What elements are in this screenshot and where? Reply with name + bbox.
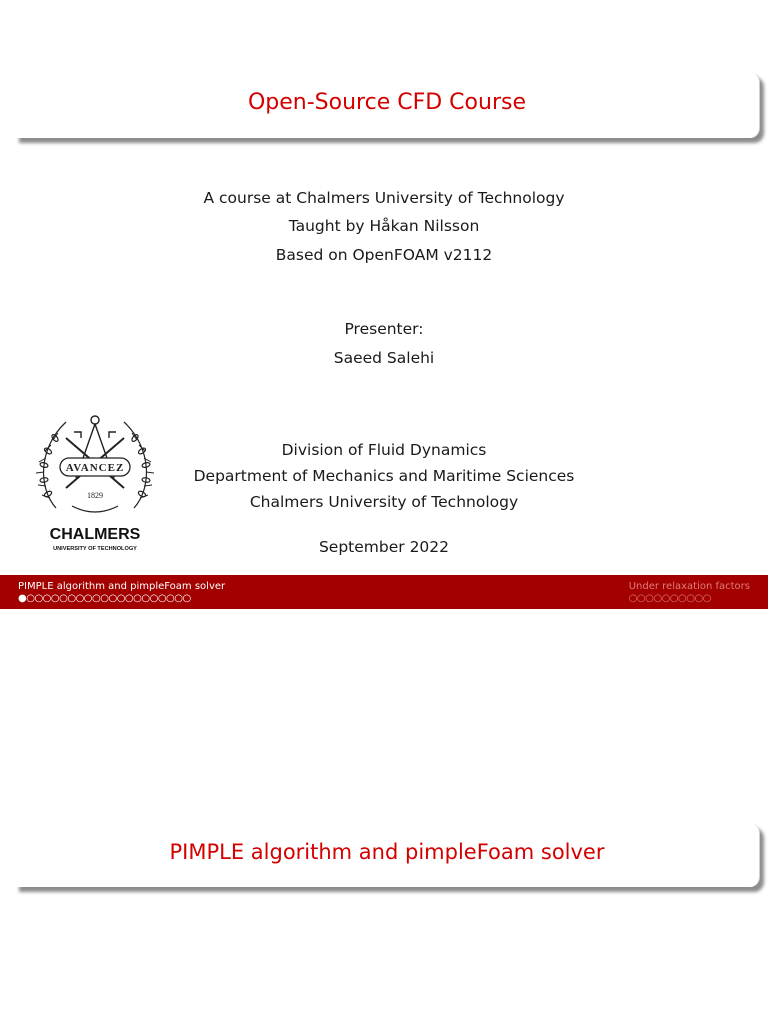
section-title: PIMPLE algorithm and pimpleFoam solver bbox=[169, 840, 605, 864]
presenter-name: Saeed Salehi bbox=[333, 349, 435, 367]
nav-progress-dots[interactable]: ●○○○○○○○○○○○○○○○○○○○○ bbox=[18, 593, 191, 604]
university: Chalmers University of Technology bbox=[249, 493, 519, 511]
slide-title-box bbox=[15, 72, 760, 138]
nav-section-next[interactable] bbox=[629, 581, 750, 604]
logo-wordmark: CHALMERS bbox=[49, 526, 141, 543]
logo-motto: AVANCEZ bbox=[65, 462, 125, 474]
department: Department of Mechanics and Maritime Sciences bbox=[193, 467, 575, 485]
date: September 2022 bbox=[318, 538, 450, 556]
nav-section-label[interactable]: PIMPLE algorithm and pimpleFoam solver bbox=[18, 581, 226, 592]
compass-icon bbox=[66, 416, 124, 488]
logo-subtitle: UNIVERSITY OF TECHNOLOGY bbox=[53, 546, 137, 552]
nav-progress-dots-next[interactable]: ○○○○○○○○○○ bbox=[628, 593, 711, 604]
course-line: A course at Chalmers University of Technology bbox=[203, 189, 565, 207]
division: Division of Fluid Dynamics bbox=[281, 441, 487, 459]
section-title-box bbox=[15, 823, 760, 887]
nav-section-current[interactable] bbox=[18, 581, 225, 604]
chalmers-logo bbox=[36, 408, 154, 553]
beamer-nav-footer bbox=[0, 575, 768, 609]
based-on: Based on OpenFOAM v2112 bbox=[275, 246, 493, 264]
presenter-label: Presenter: bbox=[344, 320, 424, 338]
nav-section-label-next[interactable]: Under relaxation factors bbox=[628, 581, 750, 592]
logo-year: 1829 bbox=[87, 491, 103, 500]
slide-title: Open-Source CFD Course bbox=[247, 90, 526, 115]
taught-by: Taught by Håkan Nilsson bbox=[288, 217, 480, 235]
